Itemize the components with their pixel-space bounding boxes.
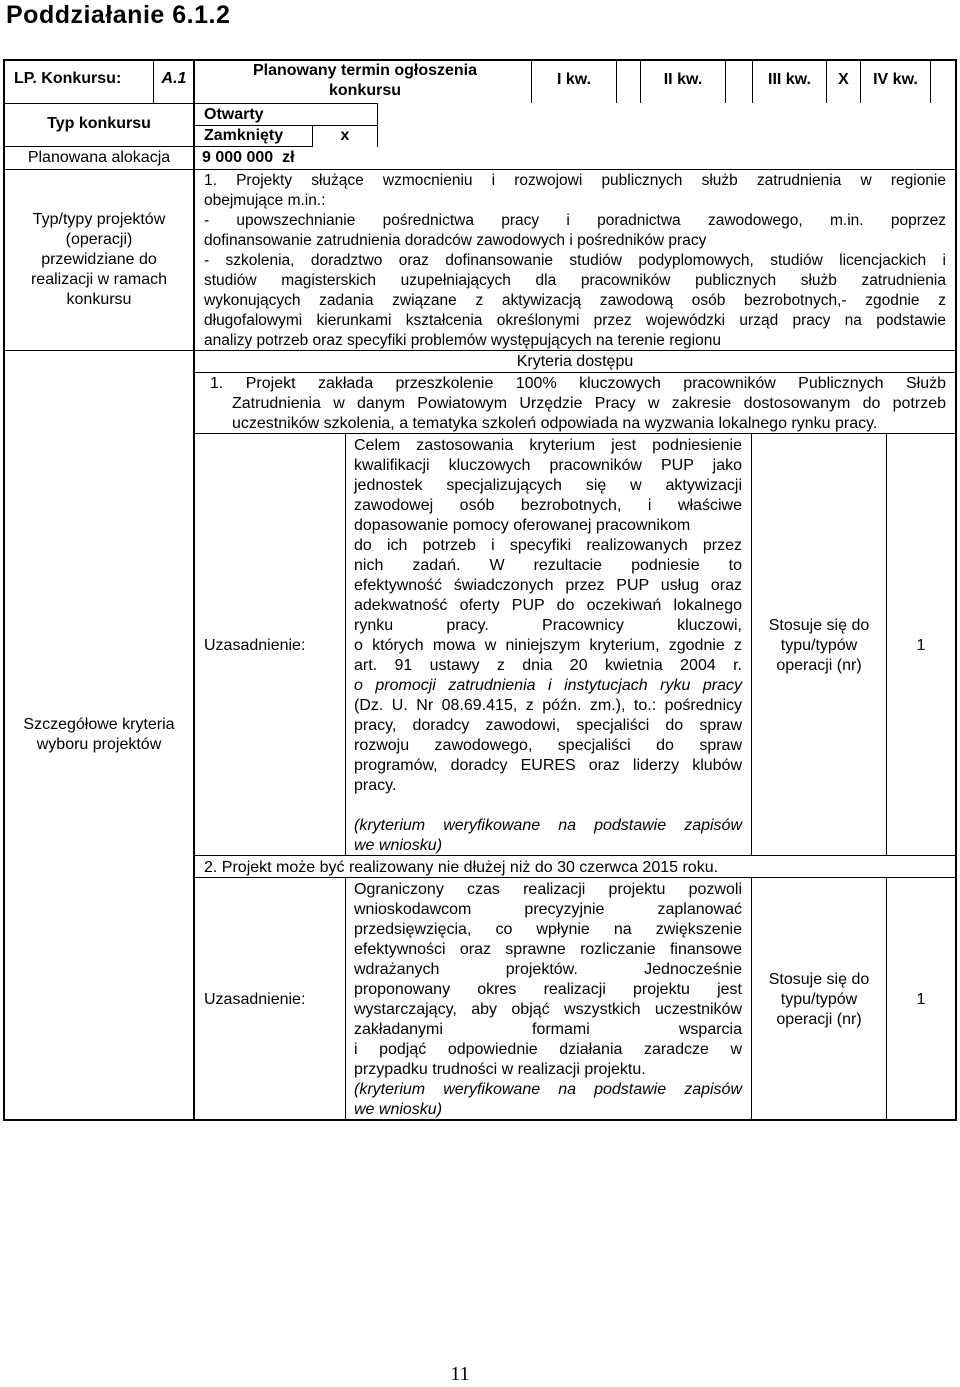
typ-konkursu-label: Typ konkursu — [47, 115, 151, 132]
quarter-3-mark: X — [838, 71, 849, 88]
quarter-2-label: II kw. — [663, 71, 703, 88]
option-zamkniety-label: Zamknięty — [204, 127, 284, 144]
lp-label: LP. Konkursu: — [14, 70, 122, 87]
criterion-2-note: (kryterium weryfikowane na podstawie zapisów we wniosku) — [354, 1081, 742, 1118]
typy-projektow-content: 1. Projekty służące wzmocnieniu i rozwojowi publicznych służb zatrudnienia w regionie obejmujące m.in.: - upowszechnianie pośrednictwa pracy i poradnictwa zawodowego, m.in. poprzez dofinansowanie zatrudnienia doradców zawodowych i pośredników pracy - szkolenia, doradztwo oraz dofinansowanie studiów podyplomowych, studiów licencjackich i studiów magisterskich uzupełniających dla pracowników publicznych służb zatrudnienia wykonujących zadania związane z aktywizacją zawodową osób bezrobotnych,- zgodnie z długofalowymi kierunkami kształcenia określonymi przez wojewódzki urząd pracy na podstawie analizy potrzeb oraz specyfiki problemów występujących na terenie regionu — [204, 172, 946, 349]
criterion-1-applies-value: 1 — [916, 637, 926, 654]
criterion-2-uzasadnienie-label: Uzasadnienie: — [204, 991, 306, 1008]
criterion-2-applies-value: 1 — [916, 991, 926, 1008]
quarter-4-label: IV kw. — [873, 71, 918, 88]
quarter-1-label: I kw. — [556, 71, 592, 88]
criterion-1-uzasadnienie-text: Celem zastosowania kryterium jest podniesienie kwalifikacji kluczowych pracowników PUP jako jednostek specjalizujących się w aktywizacji zawodowej osób bezrobotnych, i właściwe dopasowanie pomocy oferowanej pracownikom do ich potrzeb i specyfiki realizowanych przez nich zadań. W rezultacie podniesie to efektywność świadczonych przez PUP usług oraz adekwatność oferty PUP do oczekiwań lokalnego rynku pracy. Pracownicy kluczowi, o których mowa w niniejszym kryterium, zgodnie z art. 91 ustawy z dnia 20 kwietnia 2004 r. o promocji zatrudnienia i instytucjach ryku pracy (Dz. U. Nr 08.69.415, z późn. zm.), to.: pośrednicy pracy, doradcy zawodowi, specjaliści do spraw rozwoju zawodowego, specjaliści do spraw programów, doradcy EURES oraz liderzy klubów pracy. — [354, 437, 742, 794]
typy-projektow-label: Typ/typy projektów (operacji) przewidziane do realizacji w ramach konkursu — [30, 211, 168, 308]
option-zamkniety-mark: x — [340, 127, 350, 144]
alokacja-label: Planowana alokacja — [27, 149, 171, 166]
alokacja-value: 9 000 000 zł — [202, 149, 295, 166]
criterion-1-title: 1. Projekt zakłada przeszkolenie 100% kluczowych pracowników Publicznych Służb Zatrudnienia w danym Powiatowym Urzędzie Pracy w zakresie dostosowanym do potrzeb uczestników szkolenia, a tematyka szkoleń odpowiada na wyzwania lokalnego rynku pracy. — [210, 375, 946, 432]
quarter-3-label: III kw. — [768, 71, 811, 88]
kryteria-heading: Kryteria dostępu — [516, 353, 634, 370]
page-number: 11 — [450, 1363, 470, 1385]
criterion-1-applies-label: Stosuje się do typu/typów operacji (nr) — [768, 617, 870, 674]
criterion-1-note: (kryterium weryfikowane na podstawie zapisów we wniosku) — [354, 817, 742, 854]
criterion-1-uzasadnienie-label: Uzasadnienie: — [204, 637, 306, 654]
page-title: Poddziałanie 6.1.2 — [6, 1, 231, 29]
criterion-2-uzasadnienie-text: Ograniczony czas realizacji projektu pozwoli wnioskodawcom precyzyjnie zaplanować przedsięwzięcia, co wpłynie na zwiększenie efektywności oraz sprawne rozliczanie finansowe wdrażanych projektów. Jednocześnie proponowany okres realizacji projektu jest wystarczający, aby objąć wszystkich uczestników zakładanymi formami wsparcia i podjąć odpowiednie działania zaradcze w przypadku trudności w realizacji projektu. — [354, 881, 742, 1078]
option-otwarty-label: Otwarty — [204, 106, 264, 123]
criterion-2-title: 2. Projekt może być realizowany nie dłużej niż do 30 czerwca 2015 roku. — [204, 859, 719, 876]
criterion-2-applies-label: Stosuje się do typu/typów operacji (nr) — [768, 971, 870, 1028]
planned-term-label: Planowany termin ogłoszenia konkursu — [252, 62, 478, 99]
kryteria-section-label: Szczegółowe kryteria wyboru projektów — [23, 716, 175, 753]
lp-value: A.1 — [161, 70, 187, 87]
